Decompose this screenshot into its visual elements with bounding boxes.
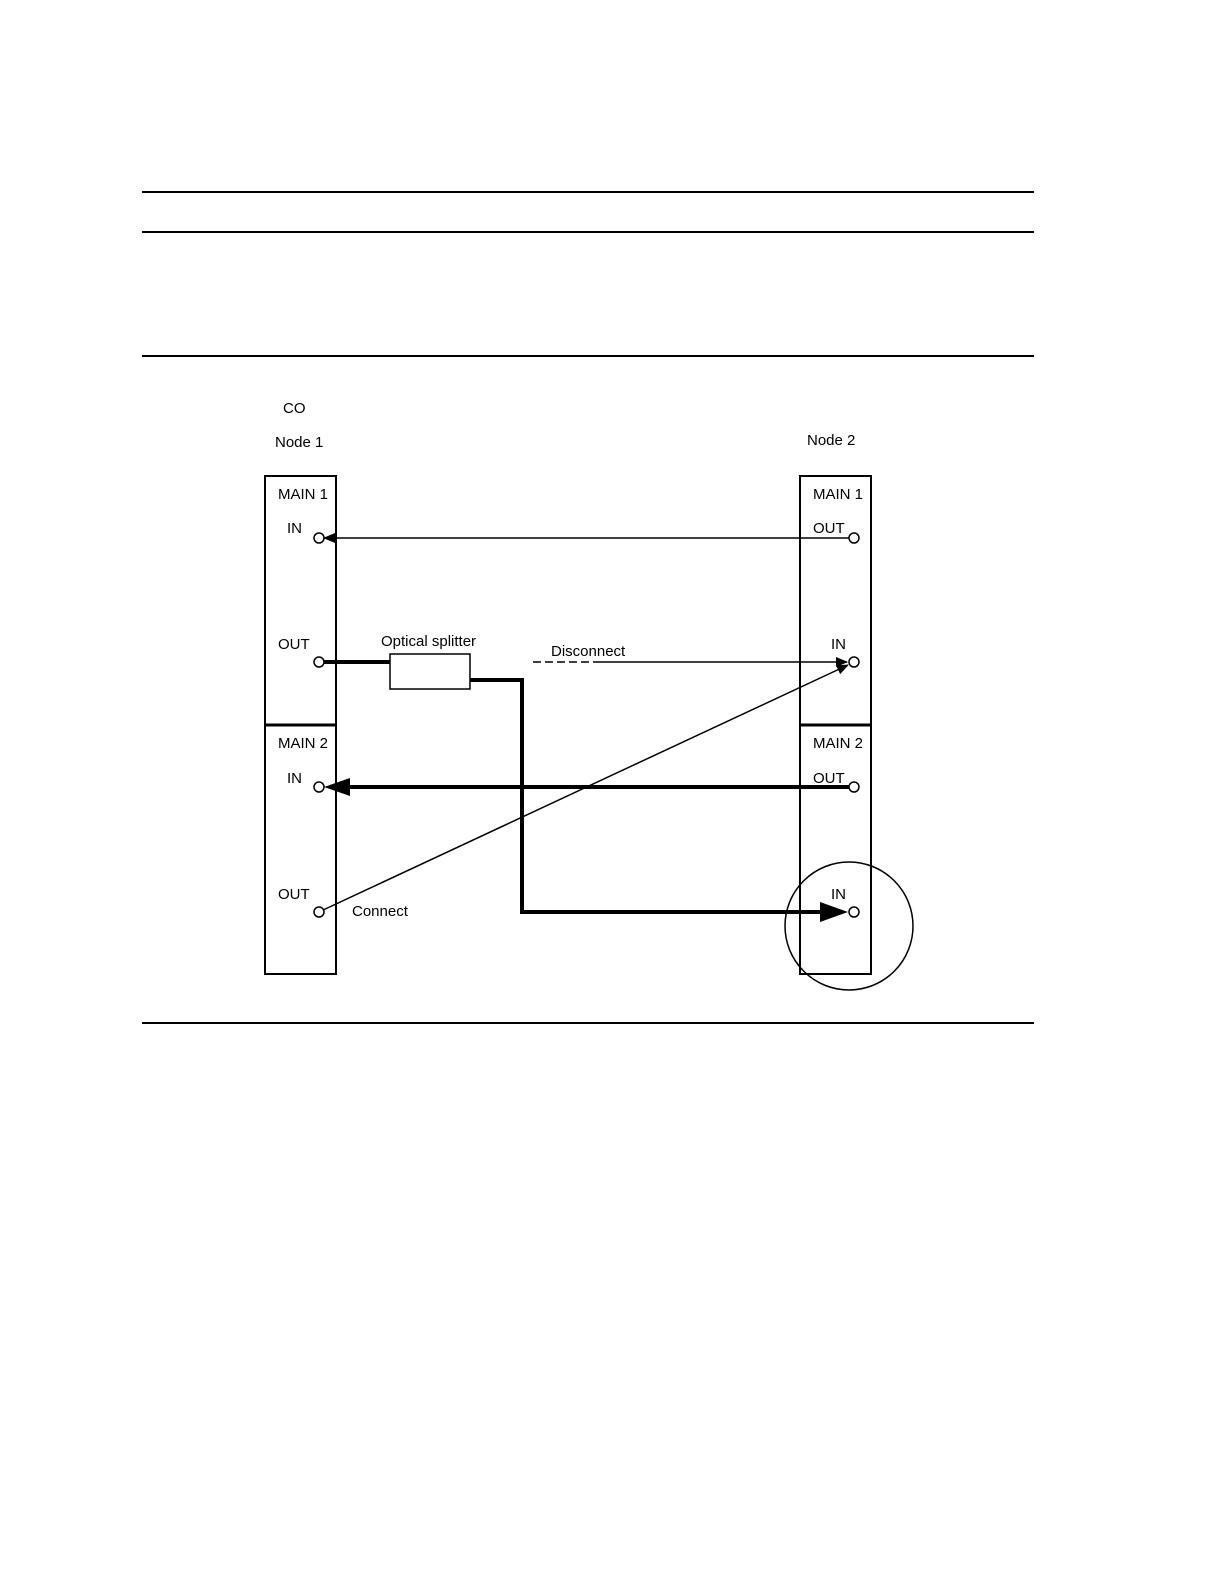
node2-main1-out-label: OUT [813,520,845,537]
node2-main1-in-label: IN [831,636,846,653]
fiber-splitter-arrowhead [820,902,848,922]
node2-main2-out-port [849,782,859,792]
fiber-splitter-to-node2-main2 [470,680,822,912]
node1-main1-title: MAIN 1 [278,486,329,503]
disconnect-label: Disconnect [551,643,626,660]
node1-main2-title: MAIN 2 [278,735,329,752]
node2-main2-in-port [849,907,859,917]
node1-main1-out-port [314,657,324,667]
node2-main2-in-label: IN [831,886,846,903]
co-label: CO [283,400,306,417]
node2-main2-out-label: OUT [813,770,845,787]
highlight-circle [785,862,913,990]
port-connectors [314,533,859,917]
optical-splitter-label: Optical splitter [381,633,477,650]
optical-splitter [390,654,470,689]
node2-main1-in-port [849,657,859,667]
node1-label: Node 1 [275,434,324,451]
node1-main2-out-label: OUT [278,886,310,903]
node2-main2-title: MAIN 2 [813,735,864,752]
node1-main1-out-label: OUT [278,636,310,653]
node2-main1-out-port [849,533,859,543]
node2-main1-title: MAIN 1 [813,486,864,503]
node1-main2-in-label: IN [287,770,302,787]
node2-label: Node 2 [807,432,856,449]
node2-rack [800,476,871,974]
node1-rack [265,476,336,974]
node1-main2-in-port [314,782,324,792]
node1-main1-in-port [314,533,324,543]
node1-main2-out-port [314,907,324,917]
node1-main1-in-label: IN [287,520,302,537]
connect-label: Connect [352,903,408,920]
